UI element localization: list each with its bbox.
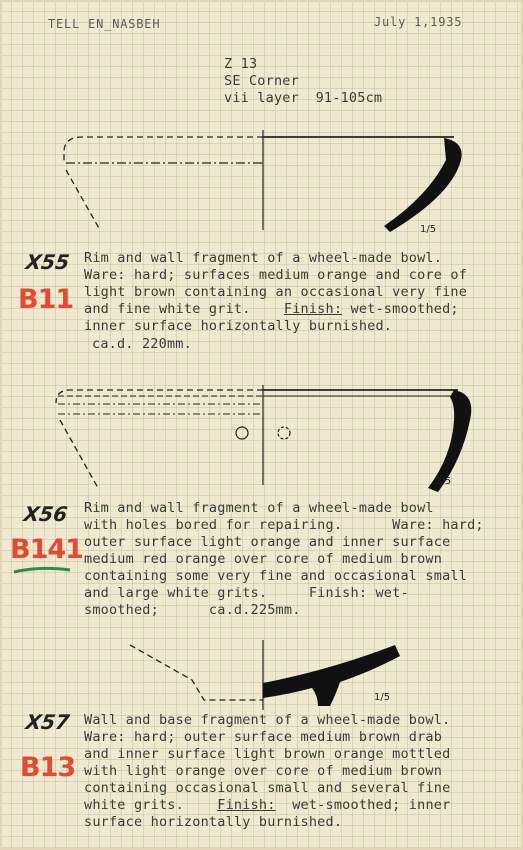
profile-drawing-x57: [130, 640, 400, 710]
record-date: July 1,1935: [374, 15, 463, 29]
scale-x57: 1/5: [374, 692, 391, 703]
description-line: outer surface light orange and inner surface: [84, 534, 451, 550]
square-label: Z 13: [224, 56, 258, 72]
description-line: white grits. Finish: wet-smoothed; inner: [84, 797, 451, 813]
object-number-x56: X56: [22, 502, 69, 526]
description-line: Wall and base fragment of a wheel-made bowl.: [84, 712, 451, 728]
scale-x56: 1/5: [435, 476, 452, 487]
description-line: light brown containing an occasional very fine: [84, 284, 468, 300]
register-number-b13: B13: [20, 752, 76, 783]
description-line: containing some very fine and occasional small: [84, 568, 468, 584]
register-number-b11: B11: [18, 284, 74, 315]
description-line: and fine white grit. Finish: wet-smoothed;: [84, 301, 459, 317]
finish-value: wet-smoothed;: [350, 301, 459, 317]
register-number-b141: B141: [10, 534, 83, 565]
description-line: inner surface horizontally burnished.: [84, 318, 393, 334]
finish-value: wet-smoothed; inner: [292, 797, 451, 813]
site-name: TELL EN_NASBEH: [48, 17, 161, 31]
diameter-line: ca.d. 220mm.: [92, 336, 192, 352]
description-line: Ware: hard; surfaces medium orange and core of: [84, 267, 468, 283]
finish-label: Finish:: [217, 797, 276, 813]
description-line: medium red orange over core of medium brown: [84, 551, 443, 567]
object-number-x55: X55: [24, 250, 71, 274]
description-line: Rim and wall fragment of a wheel-made bowl: [84, 500, 434, 516]
finish-label: Finish:: [283, 301, 343, 317]
description-line: smoothed; ca.d.225mm.: [84, 602, 301, 618]
description-line: with holes bored for repairing. Ware: hard;: [84, 517, 484, 533]
description-line: and inner surface light brown orange mottled: [84, 746, 451, 762]
profile-drawing-x56: [56, 385, 471, 492]
object-number-x57: X57: [24, 710, 71, 734]
area-label: SE Corner: [224, 73, 299, 89]
description-line: containing occasional small and several fine: [84, 780, 451, 796]
profile-drawing-x55: [64, 130, 462, 235]
layer-label: vii layer 91-105cm: [224, 90, 383, 106]
description-line: with light orange over core of medium brown: [84, 763, 443, 779]
description-line: Ware: hard; outer surface medium brown drab: [84, 729, 443, 745]
description-line: surface horizontally burnished.: [84, 814, 343, 830]
green-underline: [14, 568, 70, 572]
description-line: Rim and wall fragment of a wheel-made bowl.: [84, 250, 443, 266]
description-line: and large white grits. Finish: wet-: [84, 585, 409, 601]
scale-x55: 1/5: [420, 224, 437, 235]
